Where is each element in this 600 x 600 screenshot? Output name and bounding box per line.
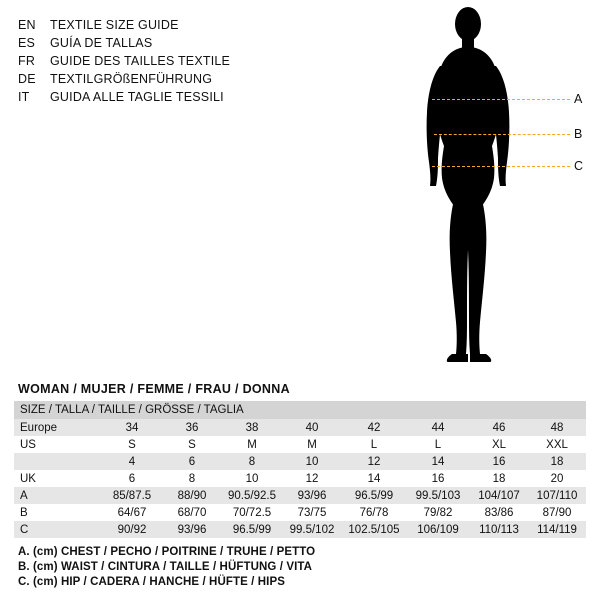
cell: 6 xyxy=(162,453,222,470)
table-row xyxy=(14,453,586,470)
cell: 96.5/99 xyxy=(342,487,406,504)
cell: 10 xyxy=(282,453,342,470)
table-row xyxy=(14,521,586,538)
cell: 12 xyxy=(342,453,406,470)
footnote-c: C. (cm) HIP / CADERA / HANCHE / HÜFTE / HIPS xyxy=(18,576,286,588)
row-label: B xyxy=(14,504,102,521)
list-item xyxy=(18,16,348,34)
cell: 16 xyxy=(470,453,528,470)
cell: S xyxy=(102,436,162,453)
list-item xyxy=(18,52,348,70)
measure-label-c: C xyxy=(574,159,584,173)
cell: 18 xyxy=(470,470,528,487)
cell: 18 xyxy=(528,453,586,470)
cell: 106/109 xyxy=(406,521,470,538)
language-text: TEXTILE SIZE GUIDE xyxy=(50,18,179,32)
language-text: GUÍA DE TALLAS xyxy=(50,36,153,50)
table-row xyxy=(14,504,586,521)
table-row xyxy=(14,487,586,504)
cell: 90/92 xyxy=(102,521,162,538)
language-text: GUIDE DES TAILLES TEXTILE xyxy=(50,54,231,68)
cell: 34 xyxy=(102,419,162,436)
table-row xyxy=(14,419,586,436)
table-row xyxy=(14,436,586,453)
cell: 12 xyxy=(282,470,342,487)
cell: 8 xyxy=(222,453,282,470)
cell: 87/90 xyxy=(528,504,586,521)
cell: 85/87.5 xyxy=(102,487,162,504)
row-label: US xyxy=(14,436,102,453)
cell: 68/70 xyxy=(162,504,222,521)
footnote-b: B. (cm) WAIST / CINTURA / TAILLE / HÜFTUNG / VITA xyxy=(18,561,313,573)
cell: 104/107 xyxy=(470,487,528,504)
cell: 20 xyxy=(528,470,586,487)
cell: 88/90 xyxy=(162,487,222,504)
row-label xyxy=(14,453,102,470)
cell: 6 xyxy=(102,470,162,487)
section-title: WOMAN / MUJER / FEMME / FRAU / DONNA xyxy=(18,382,290,396)
cell: 64/67 xyxy=(102,504,162,521)
table-header-row xyxy=(14,401,586,419)
body-figure xyxy=(350,0,600,380)
cell: L xyxy=(342,436,406,453)
cell: 48 xyxy=(528,419,586,436)
cell: 76/78 xyxy=(342,504,406,521)
size-table xyxy=(14,401,586,538)
row-label: Europe xyxy=(14,419,102,436)
cell: M xyxy=(222,436,282,453)
cell: 90.5/92.5 xyxy=(222,487,282,504)
language-code: DE xyxy=(18,72,36,86)
cell: 44 xyxy=(406,419,470,436)
cell: 8 xyxy=(162,470,222,487)
cell: 14 xyxy=(342,470,406,487)
cell: 40 xyxy=(282,419,342,436)
language-list xyxy=(18,16,348,106)
cell: 79/82 xyxy=(406,504,470,521)
language-text: GUIDA ALLE TAGLIE TESSILI xyxy=(50,90,224,104)
cell: 110/113 xyxy=(470,521,528,538)
list-item xyxy=(18,70,348,88)
cell: 14 xyxy=(406,453,470,470)
cell: 102.5/105 xyxy=(342,521,406,538)
cell: 46 xyxy=(470,419,528,436)
list-item xyxy=(18,34,348,52)
language-text: TEXTILGRÖßENFÜHRUNG xyxy=(50,72,213,86)
language-code: FR xyxy=(18,54,36,68)
footnote-a: A. (cm) CHEST / PECHO / POITRINE / TRUHE / PETTO xyxy=(18,546,316,558)
table-header-label: SIZE / TALLA / TAILLE / GRÖSSE / TAGLIA xyxy=(14,401,586,419)
measure-line-c xyxy=(432,166,570,167)
cell: 38 xyxy=(222,419,282,436)
cell: XL xyxy=(470,436,528,453)
cell: 73/75 xyxy=(282,504,342,521)
measure-label-b: B xyxy=(574,127,583,141)
measure-label-a: A xyxy=(574,92,583,106)
cell: 4 xyxy=(102,453,162,470)
row-label: A xyxy=(14,487,102,504)
cell: 36 xyxy=(162,419,222,436)
cell: 99.5/103 xyxy=(406,487,470,504)
table-row xyxy=(14,470,586,487)
row-label: C xyxy=(14,521,102,538)
cell: 96.5/99 xyxy=(222,521,282,538)
cell: 99.5/102 xyxy=(282,521,342,538)
cell: 83/86 xyxy=(470,504,528,521)
cell: 93/96 xyxy=(162,521,222,538)
measure-line-a xyxy=(432,99,570,100)
cell: XXL xyxy=(528,436,586,453)
measure-line-b xyxy=(434,134,570,135)
footnotes xyxy=(18,545,578,590)
language-code: IT xyxy=(18,90,30,104)
cell: S xyxy=(162,436,222,453)
cell: 70/72.5 xyxy=(222,504,282,521)
language-code: EN xyxy=(18,18,36,32)
cell: M xyxy=(282,436,342,453)
female-silhouette-icon xyxy=(350,0,600,380)
cell: 93/96 xyxy=(282,487,342,504)
row-label: UK xyxy=(14,470,102,487)
cell: 114/119 xyxy=(528,521,586,538)
cell: 16 xyxy=(406,470,470,487)
list-item xyxy=(18,88,348,106)
cell: 10 xyxy=(222,470,282,487)
language-code: ES xyxy=(18,36,36,50)
cell: 42 xyxy=(342,419,406,436)
size-table-section xyxy=(14,382,586,538)
cell: L xyxy=(406,436,470,453)
cell: 107/110 xyxy=(528,487,586,504)
